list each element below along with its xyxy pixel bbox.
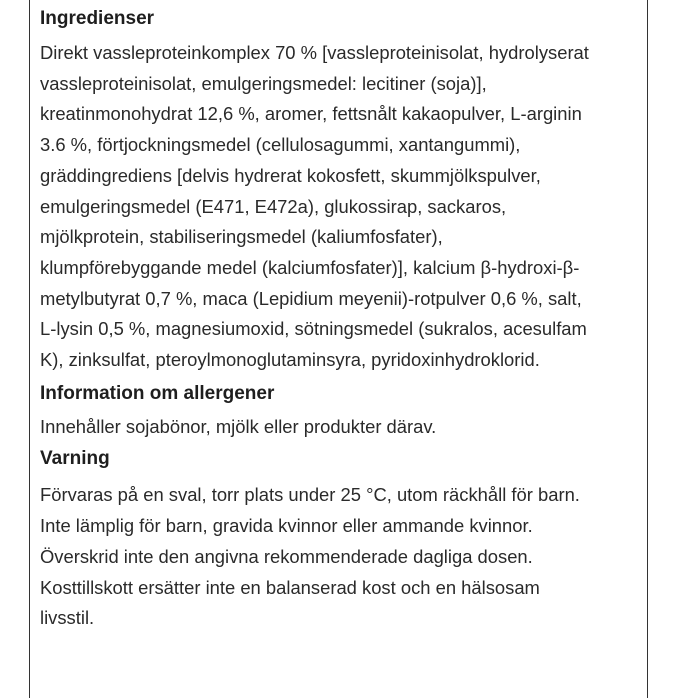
allergens-text	[40, 412, 644, 443]
ingredients-line: emulgeringsmedel (E471, E472a), glukossirap, sackaros,	[40, 195, 507, 217]
ingredients-line: kreatinmonohydrat 12,6 %, aromer, fettsnålt kakaopulver, L-arginin	[40, 103, 582, 125]
ingredients-line: L-lysin 0,5 %, magnesiumoxid, sötningsmedel (sukralos, acesulfam	[40, 318, 587, 340]
ingredients-line: klumpförebyggande medel (kalciumfosfater)], kalcium β-hydroxi-β-	[40, 256, 580, 278]
ingredients-line: 3.6 %, förtjockningsmedel (cellulosagummi, xantangummi),	[40, 134, 521, 156]
ingredients-heading: Ingredienser	[40, 8, 155, 29]
warning-line: livsstil.	[40, 607, 95, 629]
warning-line: Förvaras på en sval, torr plats under 25 °C, utom räckhåll för barn.	[40, 484, 580, 506]
allergens-heading: Information om allergener	[40, 382, 275, 404]
ingredients-line: mjölkprotein, stabiliseringsmedel (kaliumfosfater),	[40, 226, 443, 248]
warning-text	[40, 480, 644, 634]
ingredients-line: K), zinksulfat, pteroylmonoglutaminsyra, pyridoxinhydroklorid.	[40, 349, 540, 371]
ingredients-line: Direkt vassleproteinkomplex 70 % [vassleproteinisolat, hydrolyserat	[40, 42, 589, 63]
warning-line: Inte lämplig för barn, gravida kvinnor eller ammande kvinnor.	[40, 515, 533, 537]
ingredients-text	[40, 38, 644, 376]
warning-heading: Varning	[40, 448, 110, 470]
product-info	[40, 6, 644, 634]
ingredients-line: vassleproteinisolat, emulgeringsmedel: lecitiner (soja)],	[40, 72, 487, 94]
warning-line: Kosttillskott ersätter inte en balanserad kost och en hälsosam	[40, 576, 540, 598]
ingredients-line: metylbutyrat 0,7 %, maca (Lepidium meyenii)-rotpulver 0,6 %, salt,	[40, 287, 582, 309]
allergens-line: Innehåller sojabönor, mjölk eller produkter därav.	[40, 415, 437, 437]
warning-line: Överskrid inte den angivna rekommenderade dagliga dosen.	[40, 545, 533, 567]
ingredients-line: gräddingrediens [delvis hydrerat kokosfett, skummjölkspulver,	[40, 164, 541, 186]
